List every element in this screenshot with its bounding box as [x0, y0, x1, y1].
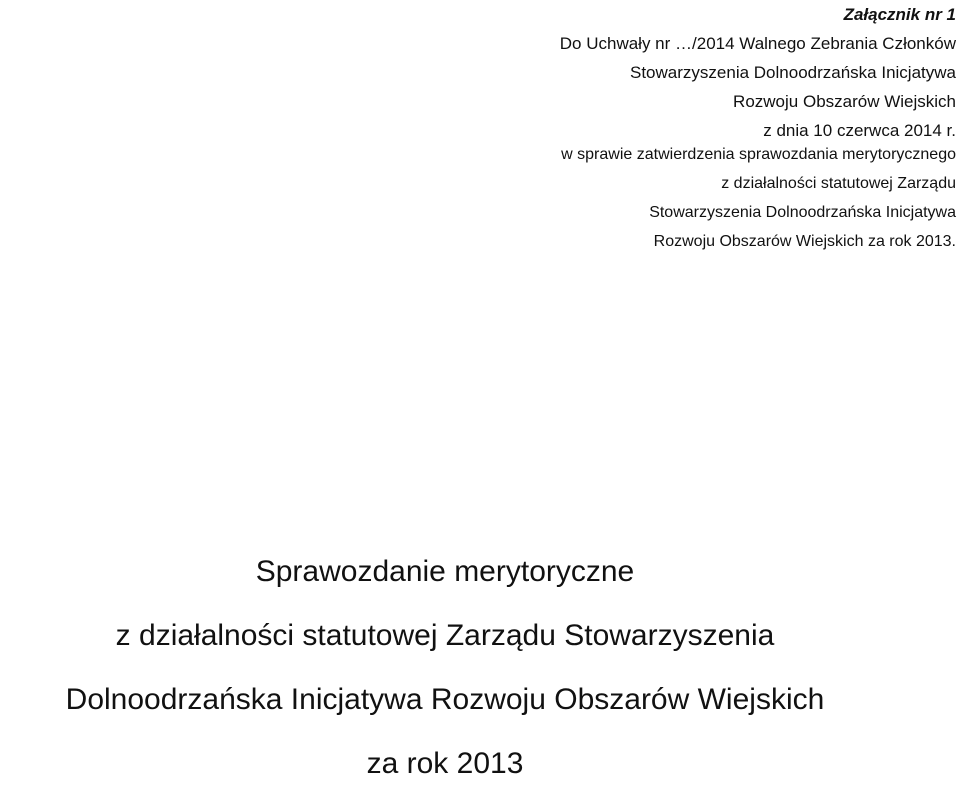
title-line4: za rok 2013 [366, 747, 524, 780]
title-line2: z działalności statutowej Zarządu Stowarzyszenia [115, 619, 775, 652]
resolution-subject [256, 140, 956, 256]
title-line1: Sprawozdanie merytoryczne [255, 555, 635, 588]
subject-line3: Stowarzyszenia Dolnoodrzańska Inicjatywa [649, 204, 956, 221]
resolution-reference: Do Uchwały nr …/2014 Walnego Zebrania Członków [559, 34, 956, 53]
subject-line4: Rozwoju Obszarów Wiejskich za rok 2013. [653, 233, 956, 250]
title-line3: Dolnoodrzańska Inicjatywa Rozwoju Obszarów Wiejskich [65, 683, 825, 716]
organization-name-line1: Stowarzyszenia Dolnoodrzańska Inicjatywa [630, 63, 956, 82]
attachment-label: Załącznik nr 1 [843, 5, 956, 24]
resolution-date: z dnia 10 czerwca 2014 r. [763, 121, 956, 140]
organization-name-line2: Rozwoju Obszarów Wiejskich [733, 92, 956, 111]
document-title [0, 540, 890, 796]
subject-line2: z działalności statutowej Zarządu [721, 175, 956, 192]
attachment-header [256, 0, 956, 145]
subject-line1: w sprawie zatwierdzenia sprawozdania merytorycznego [561, 146, 956, 163]
